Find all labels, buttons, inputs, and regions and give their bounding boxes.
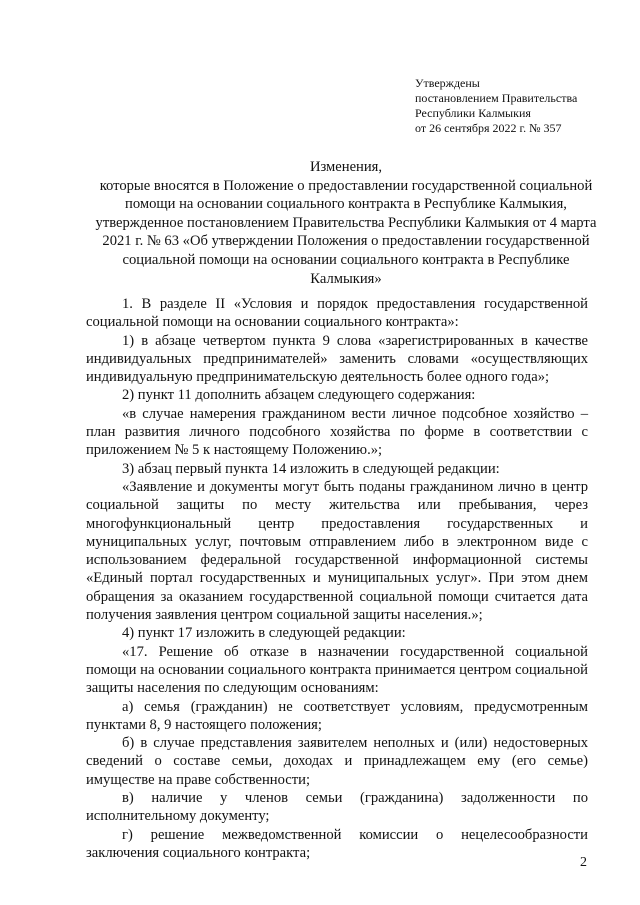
paragraph: г) решение межведомственной комиссии о нецелесообразности заключения социального контракта; — [86, 826, 588, 861]
paragraph: 4) пункт 17 изложить в следующей редакции: — [122, 625, 406, 642]
approval-line-4: от 26 сентября 2022 г. № 357 — [415, 121, 562, 135]
approval-line-2: постановлением Правительства — [415, 91, 578, 105]
approval-line-3: Республики Калмыкия — [415, 106, 531, 120]
paragraph: «в случае намерения гражданином вести личное подсобное хозяйство – план развития личного подсобного хозяйства по форме в соответствии с приложением № 5 к настоящему Положению.»; — [86, 405, 588, 459]
paragraph: 1. В разделе II «Условия и порядок предоставления государственной социальной помощи на основании социального контракта»: — [86, 296, 588, 331]
paragraph: в) наличие у членов семьи (гражданина) задолженности по исполнительному документу; — [86, 790, 588, 825]
paragraph: «17. Решение об отказе в назначении государственной социальной помощи на основании социального контракта принимается центром социальной защиты населения по следующим основаниям: — [86, 643, 588, 697]
paragraph: б) в случае представления заявителем неполных и (или) недостоверных сведений о составе семьи, доходах и принадлежащем ему (его семье) имуществе на праве собственности; — [86, 735, 588, 788]
document-heading — [86, 158, 606, 288]
heading-title: Изменения, — [309, 159, 383, 175]
paragraph: а) семья (гражданин) не соответствует условиям, предусмотренным пунктами 8, 9 настоящего положения; — [86, 698, 588, 733]
document-body — [86, 295, 588, 862]
heading-text: которые вносятся в Положение о предоставлении государственной социальной помощи на основании социального контракта в Республике Калмыкия, утвержденное постановлением Правительства Республики Калмыкия от 4 марта 2021 г. № 63 «Об утверждении Положения о предоставлении государственной социальной помощи на основании социального контракта в Республике Калмыкия» — [95, 177, 597, 287]
approval-stamp — [415, 76, 577, 136]
paragraph: 2) пункт 11 дополнить абзацем следующего содержания: — [122, 387, 476, 404]
approval-line-1: Утверждены — [415, 76, 480, 90]
paragraph: 1) в абзаце четвертом пункта 9 слова «зарегистрированных в качестве индивидуальных предпринимателей» заменить словами «осуществляющих индивидуальную предпринимательскую деятельность более одного года»; — [86, 332, 588, 386]
page-number: 2 — [580, 855, 587, 870]
paragraph: «Заявление и документы могут быть поданы гражданином лично в центр социальной защиты по месту жительства или пребывания, через многофункциональный центр предоставления государственных и муниципальных услуг, почтовым отправлением либо в электронном виде с использованием федеральной государственной информационной системы «Единый портал государственных и муниципальных услуг». При этом днем обращения за оказанием государственной социальной помощи считается дата получения заявления центром социальной защиты населения.»; — [86, 478, 588, 624]
paragraph: 3) абзац первый пункта 14 изложить в следующей редакции: — [122, 460, 500, 477]
